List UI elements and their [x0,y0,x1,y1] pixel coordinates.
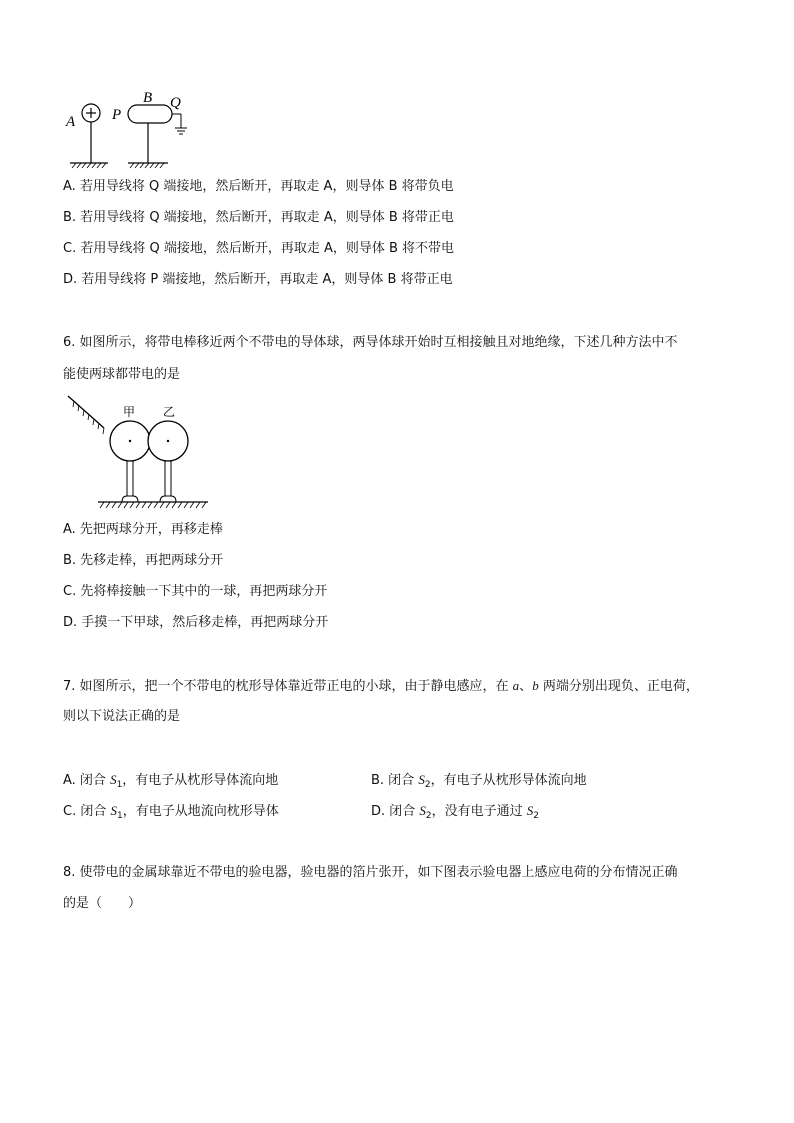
q7-option-b: B. 闭合 $S_2$，有电子从枕形导体流向地 [371,772,587,790]
q5-option-d: D. 若用导线将 P 端接地，然后断开，再取走 A，则导体 B 将带正电 [63,272,453,287]
q6-option-a: A. 先把两球分开，再移走棒 [63,522,223,537]
q5-label-b: B [143,90,153,106]
q6-label-jia: 甲 [123,405,136,419]
q7-stem-mid: 、 [519,679,533,694]
q8-stem-line1: 8. 使带电的金属球靠近不带电的验电器，验电器的箔片张开，如下图表示验电器上感应电荷的分布情况正确 [63,865,678,880]
q6-stem-line1: 6. 如图所示，将带电棒移近两个不带电的导体球，两导体球开始时互相接触且对地绝缘，下述几种方法中不 [63,335,678,350]
q5-label-q: Q [170,95,181,111]
q7-var-b: b [532,678,539,693]
q5-label-a: A [66,114,76,130]
q6-option-d: D. 手摸一下甲球，然后移走棒，再把两球分开 [63,615,329,630]
q6-stem-line2: 能使两球都带电的是 [63,367,181,382]
q7-option-d: D. 闭合 $S_2$，没有电子通过 $S_2$ [371,803,540,821]
q5-label-p: P [112,107,122,123]
q7-option-a: A. 闭合 $S_1$，有电子从枕形导体流向地 [63,772,279,790]
q7-option-c: C. 闭合 $S_1$，有电子从地流向枕形导体 [63,803,279,821]
q5-option-a: A. 若用导线将 Q 端接地，然后断开，再取走 A，则导体 B 将带负电 [63,179,454,194]
q6-option-c: C. 先将棒接触一下其中的一球，再把两球分开 [63,584,328,599]
q7-stem-post: 两端分别出现负、正电荷， [538,679,699,694]
q5-figure [62,88,202,170]
q6-option-b: B. 先移走棒，再把两球分开 [63,553,224,568]
q6-label-yi: 乙 [163,405,176,419]
q8-stem-line2: 的是（ ） [63,896,142,911]
q7-stem-line2: 则以下说法正确的是 [63,709,181,724]
q5-option-b: B. 若用导线将 Q 端接地，然后断开，再取走 A，则导体 B 将带正电 [63,210,454,225]
q7-stem-pre: 7. 如图所示，把一个不带电的枕形导体靠近带正电的小球，由于静电感应，在 [63,679,513,694]
q6-figure [64,392,212,510]
q5-option-c: C. 若用导线将 Q 端接地，然后断开，再取走 A，则导体 B 将不带电 [63,241,455,256]
q7-var-a: a [512,678,520,693]
q7-stem-line1 [63,677,699,696]
